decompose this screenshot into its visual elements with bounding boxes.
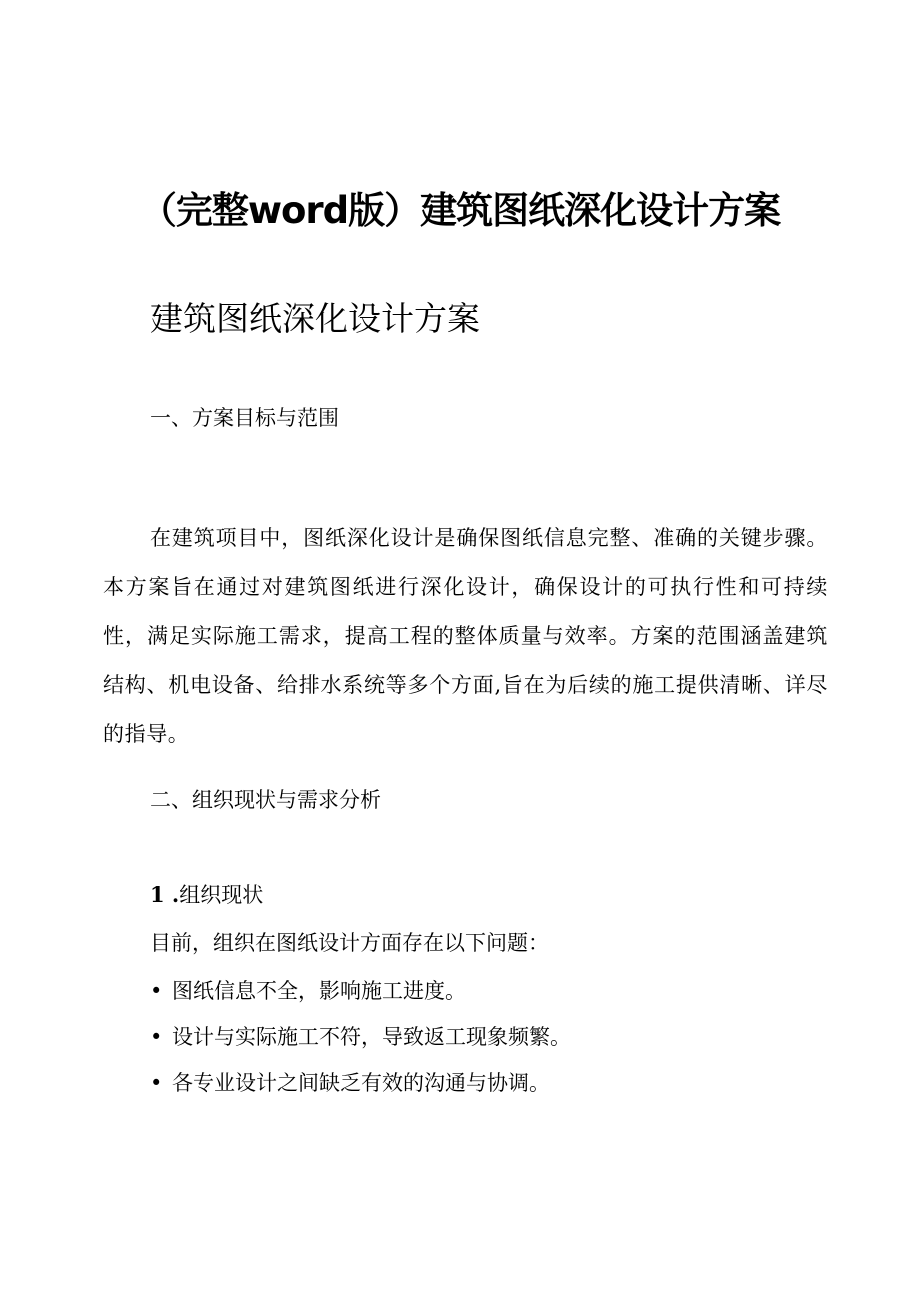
subsection-number: 1 . — [150, 882, 180, 907]
section-heading-goals: 一、方案目标与范围 — [150, 406, 339, 430]
document-subtitle: 建筑图纸深化设计方案 — [150, 299, 480, 338]
subsection-title: 组织现状 — [179, 883, 264, 907]
subsection-heading — [150, 880, 263, 910]
list-item — [150, 1068, 571, 1114]
section-paragraph-goals: 在建筑项目中，图纸深化设计是确保图纸信息完整、准确的关键步骤。本方案旨在通过对建筑图纸进行深化设计，确保设计的可执行性和可持续性，满足实际施工需求，提高工程的整体质量与效率。方案的范围涵盖建筑结构、机电设备、给排水系统等多个方面,旨在为后续的施工提供清晰、详尽的指导。 — [103, 526, 828, 746]
subsection-intro: 目前，组织在图纸设计方面存在以下问题： — [150, 931, 549, 955]
list-item — [150, 976, 571, 1022]
list-item-text: 各专业设计之间缺乏有效的沟通与协调。 — [172, 1071, 550, 1095]
list-item-text: 设计与实际施工不符，导致返工现象频繁。 — [172, 1025, 571, 1049]
list-item-text: 图纸信息不全，影响施工进度。 — [172, 979, 466, 1003]
bullet-icon: • — [150, 1071, 163, 1095]
bullet-icon: • — [150, 979, 163, 1003]
document-title: （完整word版）建筑图纸深化设计方案 — [139, 189, 781, 232]
list-item — [150, 1022, 571, 1068]
issue-list — [150, 976, 571, 1114]
section-heading-analysis: 二、组织现状与需求分析 — [150, 788, 381, 812]
bullet-icon: • — [150, 1025, 163, 1049]
